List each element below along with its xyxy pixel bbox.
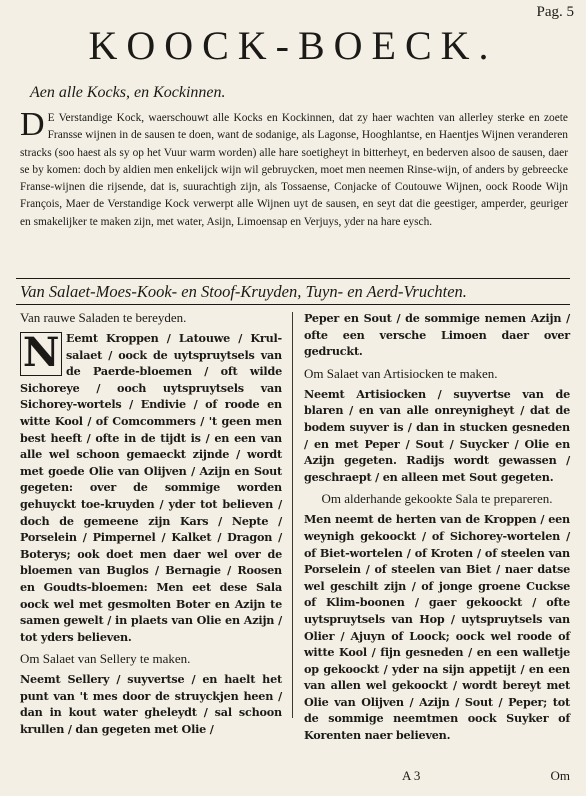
catchword: Om	[550, 768, 570, 783]
dedication-line: Aen alle Kocks, en Kockinnen.	[30, 84, 226, 101]
intro-paragraph	[20, 106, 568, 231]
recipe-text: Neemt Artisiocken / suyvertse van de blaren / en van alle onreynigheyt / dat de bodem suyver is / dan in stucken gesneden / en met Peper / Sout / Suycker / Olie en Azijn gegeten. Radijs wordt gewassen / geschraept / en alleen met Sout gegeten.	[304, 386, 570, 484]
right-column	[304, 310, 570, 750]
recipe-heading: Om Salaet van Artisiocken te maken.	[304, 365, 498, 381]
signature-mark: A 3	[402, 768, 421, 783]
page-title: KOOCK-BOECK.	[88, 23, 498, 68]
page-number: Pag. 5	[536, 4, 574, 20]
recipe-text: Neemt Sellery / suyvertse / en haelt het punt van 't mes door de struyckjen heen / dan in kout water gheleydt / sal schoon krullen / dan gegeten met Olie /	[20, 672, 282, 737]
section-rule-bottom	[16, 304, 570, 305]
recipe-heading: Van rauwe Saladen te bereyden.	[20, 310, 187, 325]
recipe-body	[20, 330, 282, 645]
intro-drop-cap: D	[20, 106, 45, 143]
recipe-heading: Om alderhande gekookte Sala te prepareren.	[321, 491, 553, 507]
recipe-text: Men neemt de herten van de Kroppen / een weynigh gekoockt / of Sichorey-wortelen / of Biet-wortelen / of Kroten / of steelen van Porselein / of steelen van Biet / naer datse wel geschilt zijn / of jonge groene Cuckse of Klim-boonen / gaer gekoockt / ofte uytspruytsels van Hop / uytspruytsels van Olier / Ajuyn of Loock; oock wel roode of witte Kool / fijn gesneden / en een walletje op gekoockt / yder na sijn appetijt / en een van allen wel gekoockt / wordt bereyt met Olie van Olijven / Azijn / Sout / Peper; tot de sommige neemtmen oock Suyker of Korenten naer believen.	[304, 512, 570, 743]
recipe-drop-cap: N	[20, 332, 62, 376]
intro-text: E Verstandige Kock, waerschouwt alle Kocks en Kockinnen, dat zy haer wachten van allerley sterke en zoete Fransse wijnen in de sausen te doen, want de sodanige, als Lagonse, Hooghlantse, en Haentjes Wijnen veranderen stracks (soo haest als sy op het Vuur warm worden) alle hare soetigheyt in bitterheyt, en bederven alsoo de sausen, daer se by komen: doch by aldien men enkelijck wijn wil gebruycken, moet men neemen Rinse-wijn, of anders by gebreecke Franse-wijnen die rijsende, dat is, suurachtigh zijn, als Tossaense, Conjacke of Coutouwe Wijnen, oock Roode Wijn François, Maer de Verstandige Kock verwerpt alle Wijnen uyt de sausen, en seyt dat die geestiger, amperder, geuriger en smakelijker te maken zijn, met water, Asijn, Limoensap en Verjuys, yder na hare eysch.	[20, 112, 568, 228]
column-divider	[292, 312, 293, 718]
recipe-text: Eemt Kroppen / Latouwe / Krul-salaet / oock de uytspruytsels van de Paerde-bloemen / oft wilde Sichoreye / ooch uytspruytsels van Sichorey-wortels / Endivie / of roode en witte Kool / of Comcommers / 't geen men best heeft / ofte in de tijdt is / en een van alle wel schoon gemaeckt zijnde / wordt met goede Olie van Olijven / Azijn en Sout gegeten: over de sommige worden gehuyckt toe-kruyden / yder tot believen / doch de gemeene zijn Kars / Nepte / Porselein / Pimpernel / Kalket / Dragon / Boterys; ook doet men daer wel over de bloemen van Buglos / Bernagie / Roosen en Goudts-bloemen: Men eet dese Sala oock wel met gesmolten Boter en Azijn te samen gewelt / in plaets van Olie en Azijn / tot yders believen.	[20, 331, 282, 644]
section-title: Van Salaet-Moes-Kook- en Stoof-Kruyden, Tuyn- en Aerd-Vruchten.	[20, 282, 467, 301]
recipe-heading: Om Salaet van Sellery te maken.	[20, 651, 191, 667]
recipe-text: Peper en Sout / de sommige nemen Azijn / ofte een versche Limoen daer over gedruckt.	[304, 311, 570, 359]
left-column	[20, 310, 282, 744]
section-rule-top	[16, 278, 570, 279]
